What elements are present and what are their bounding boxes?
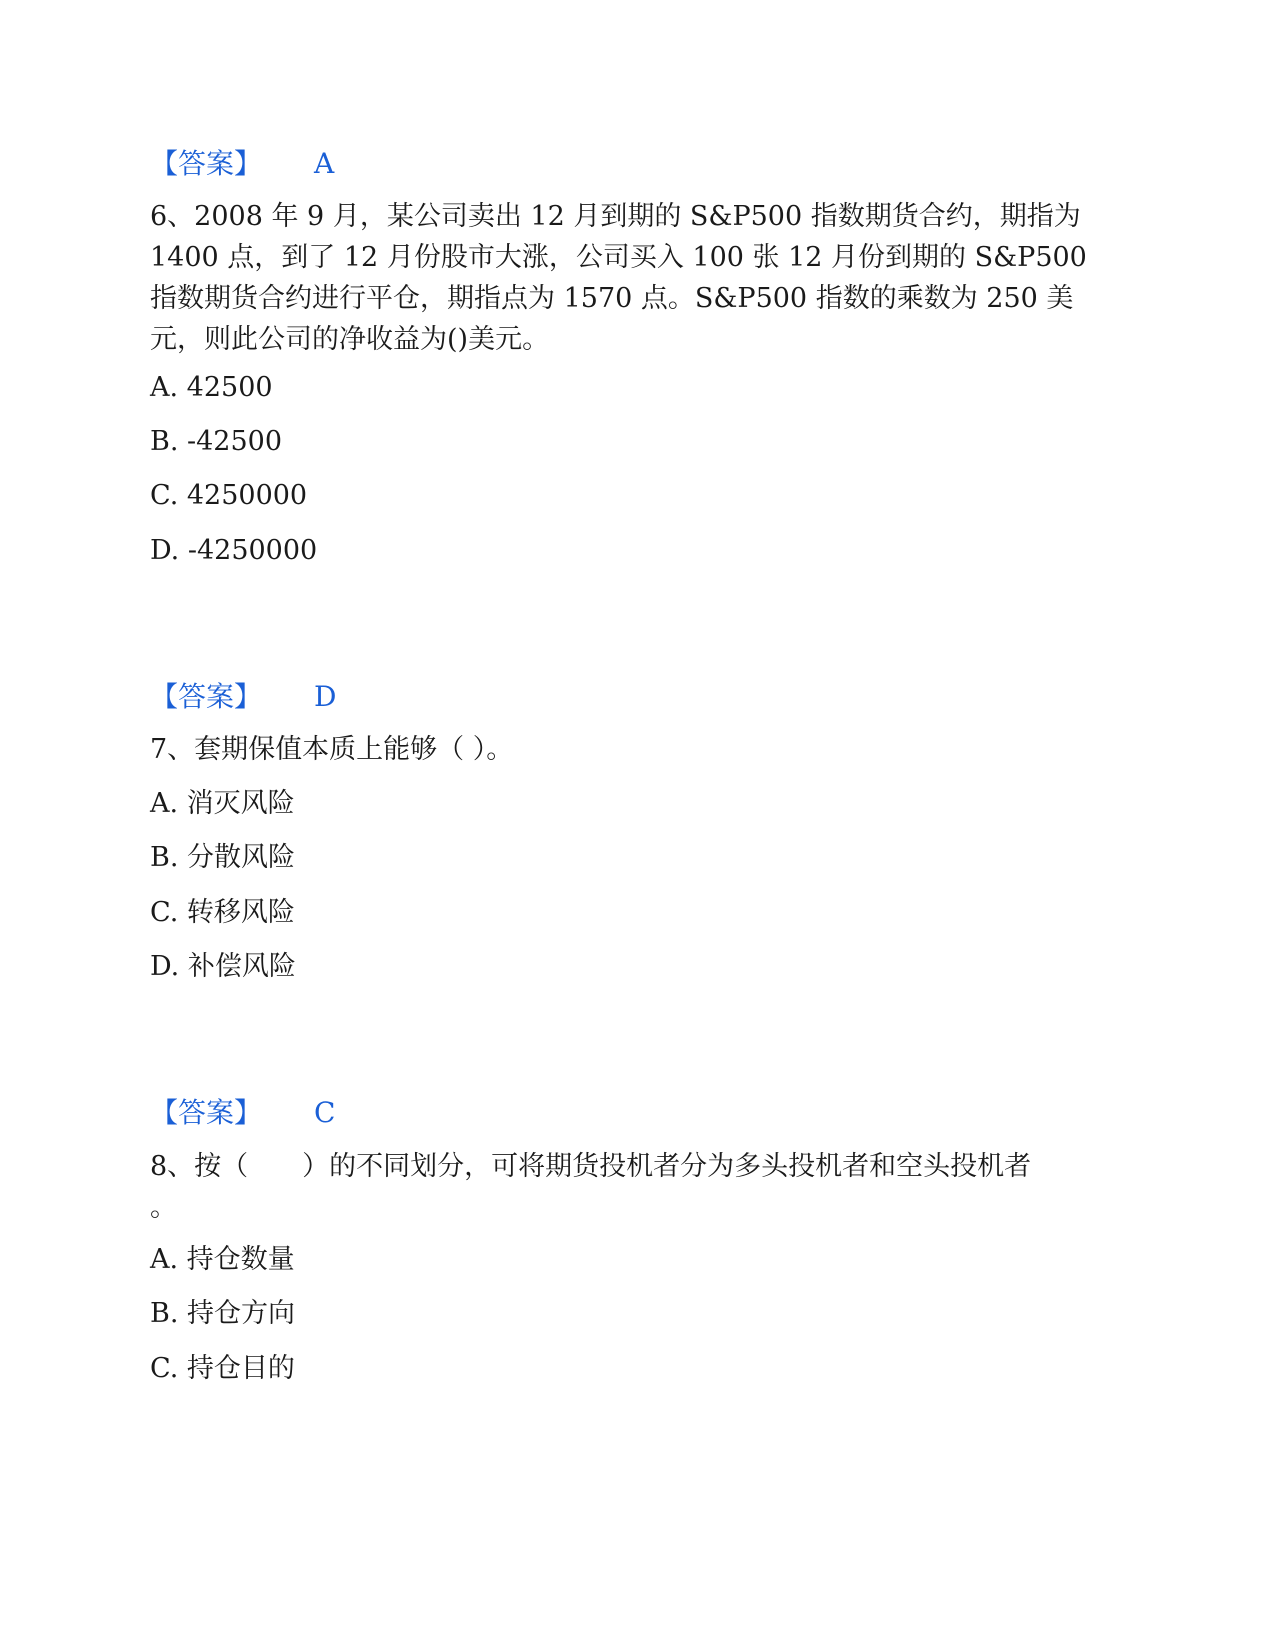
answer-label: 【答案】	[150, 1096, 263, 1129]
answer-key: D	[314, 680, 337, 713]
answer-label: 【答案】	[150, 147, 263, 180]
option-b: B. 分散风险	[150, 842, 296, 873]
answer-line	[150, 679, 336, 715]
answer-key: C	[314, 1096, 336, 1129]
option-b: B. -42500	[150, 426, 283, 457]
question-text: 7、套期保值本质上能够（ ）。	[150, 734, 514, 765]
answer-label: 【答案】	[150, 680, 263, 713]
option-c: C. 4250000	[150, 480, 308, 511]
question-text: 6、2008 年 9 月，某公司卖出 12 月到期的 S&P500 指数期货合约，期指为 1400 点，到了 12 月份股市大涨，公司买入 100 张 12 月份到期的 S&P500 指数期货合约进行平仓，期指点为 1570 点。S&P500 指数的乘数为 250 美元，则此公司的净收益为()美元。	[150, 201, 1096, 355]
option-a: A. 持仓数量	[150, 1244, 295, 1275]
option-a: A. 消灭风险	[150, 788, 295, 819]
answer-line	[150, 1095, 335, 1131]
option-b: B. 持仓方向	[150, 1298, 296, 1329]
question-text: 8、按（ ）的不同划分，可将期货投机者分为多头投机者和空头投机者 。	[150, 1151, 1032, 1223]
option-c: C. 转移风险	[150, 897, 295, 928]
option-c: C. 持仓目的	[150, 1353, 295, 1384]
option-d: D. -4250000	[150, 535, 318, 566]
answer-key: A	[314, 147, 335, 180]
option-d: D. 补偿风险	[150, 951, 296, 982]
answer-line	[150, 146, 334, 182]
option-a: A. 42500	[150, 372, 273, 403]
